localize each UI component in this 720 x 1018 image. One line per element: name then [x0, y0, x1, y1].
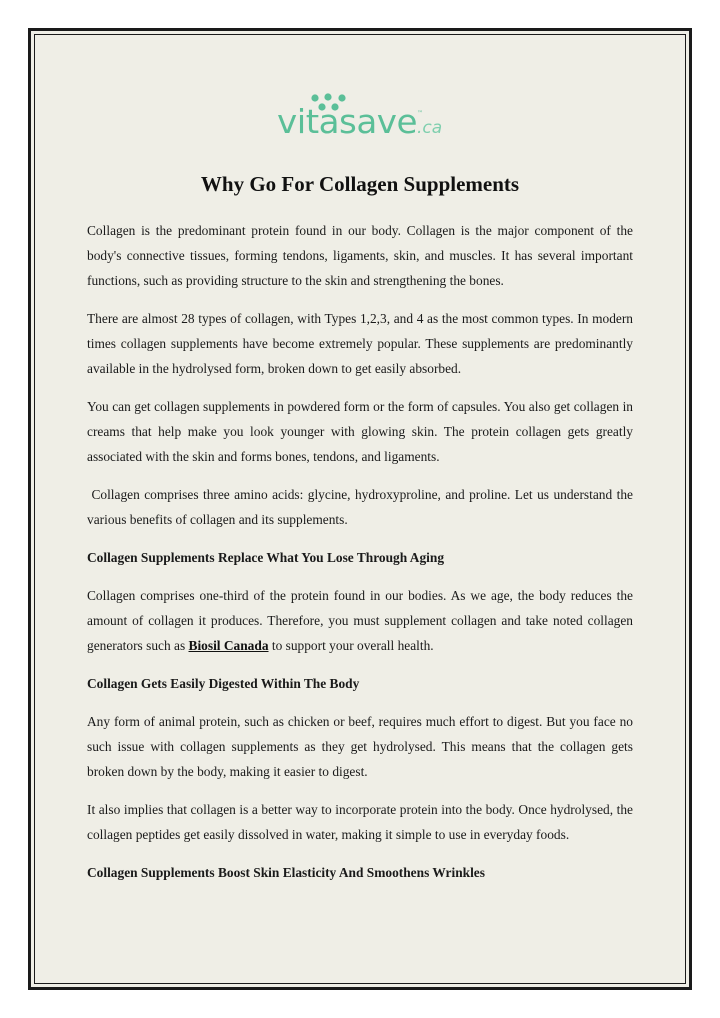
collagen-types-paragraph: There are almost 28 types of collagen, with Types 1,2,3, and 4 as the most common types. In modern times collagen supplements have become extremely popular. These supplements are predominantly available in the hydrolysed form, broken down to get easily absorbed. — [87, 311, 633, 376]
amino-acids-paragraph — [87, 482, 633, 532]
section-heading-digestion: Collagen Gets Easily Digested Within The Body — [87, 676, 360, 691]
section-heading-aging: Collagen Supplements Replace What You Lose Through Aging — [87, 550, 445, 565]
intro-paragraph: Collagen is the predominant protein found in our body. Collagen is the major component of the body's connective tissues, forming tendons, ligaments, skin, and muscles. It has several important functions, such as providing structure to the skin and strengthening the bones. — [87, 223, 633, 288]
protein-paragraph: It also implies that collagen is a better way to incorporate protein into the body. Once hydrolysed, the collagen peptides get easily dissolved in water, making it simple to use in everyday foods. — [87, 802, 633, 842]
section-heading-skin-elasticity: Collagen Supplements Boost Skin Elasticity And Smoothens Wrinkles — [87, 865, 485, 880]
logo-dot-1 — [311, 94, 318, 101]
logo-tld-text: .ca — [417, 118, 443, 138]
biosil-canada-link[interactable]: Biosil Canada — [188, 638, 269, 653]
digestion-paragraph: Any form of animal protein, such as chicken or beef, requires much effort to digest. But you face no such issue with collagen supplements as they get hydrolysed. This means that the collagen gets broken down by the body, making it easier to digest. — [87, 714, 633, 779]
logo-brand-text: vitasave — [277, 102, 417, 139]
aging-text-end: to support your overall health. — [268, 638, 434, 653]
collagen-forms-paragraph: You can get collagen supplements in powdered form or the form of capsules. You also get collagen in creams that help make you look younger with glowing skin. The protein collagen gets greatly associated with the skin and forms bones, tendons, and ligaments. — [87, 399, 633, 464]
amino-acids-text: Collagen comprises three amino acids: glycine, hydroxyproline, and proline. Let us understand the various benefits of collagen and its supplements. — [87, 487, 633, 527]
article-body — [87, 218, 633, 898]
logo-trademark: ™ — [417, 110, 423, 117]
vitasave-logo — [277, 93, 447, 139]
aging-text-start: Collagen comprises one-third of the protein found in our bodies. As we age, the body reduces the amount of collagen it produces. Therefore, you must supplement collagen and take noted collagen generators such as — [87, 588, 633, 653]
logo-dot-2 — [324, 93, 331, 100]
page-title: Why Go For Collagen Supplements — [200, 172, 520, 196]
logo-dot-3 — [338, 94, 345, 101]
aging-paragraph — [87, 583, 633, 658]
